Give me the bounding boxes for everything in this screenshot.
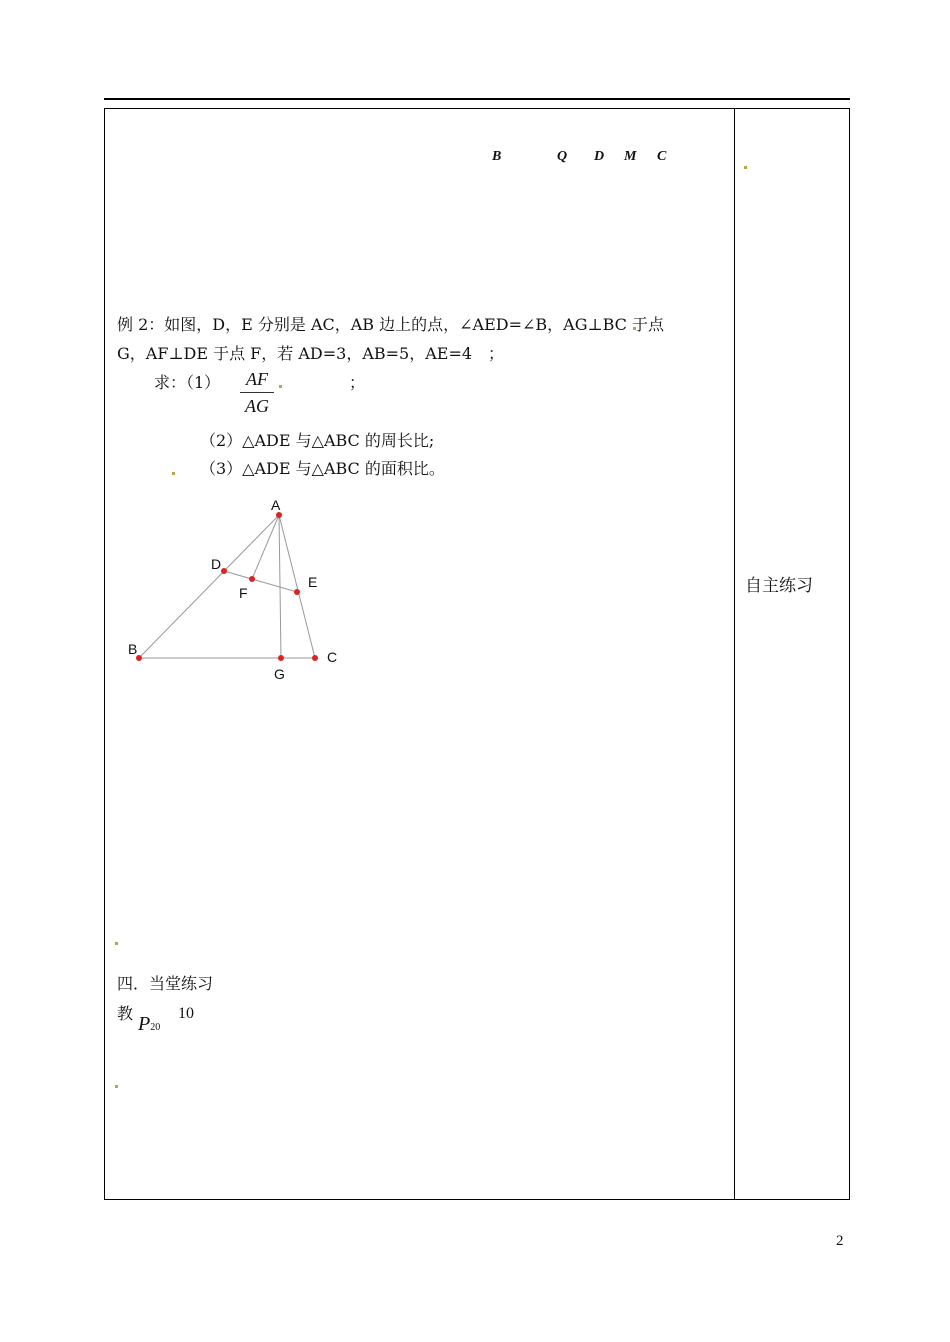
mark-dot — [279, 385, 282, 388]
label-g: G — [274, 666, 285, 682]
exercise-number: 10 — [178, 1005, 194, 1022]
label-d: D — [211, 556, 222, 572]
column-divider — [734, 109, 735, 1199]
label-e: E — [308, 574, 318, 590]
question2: （2）△ADE 与△ABC 的周长比; — [200, 431, 435, 450]
mark-dot — [115, 1085, 118, 1088]
mark-dot — [744, 166, 747, 169]
example2-line1: 例 2：如图，D，E 分别是 AC，AB 边上的点，∠AED=∠B，AG⊥BC 于点 — [117, 315, 664, 334]
question1-suffix: ； — [349, 373, 366, 392]
point-e — [294, 589, 300, 595]
page-number: 2 — [836, 1233, 844, 1249]
label-c: C — [327, 649, 338, 665]
textbook-page-ref — [138, 1013, 160, 1036]
textbook-prefix: 教 — [117, 1004, 134, 1023]
page-subscript: 20 — [150, 1022, 161, 1033]
label-a: A — [271, 497, 281, 513]
point-g — [278, 655, 284, 661]
fraction-af-ag — [240, 368, 274, 417]
side-label-self-practice: 自主练习 — [745, 576, 813, 596]
top-label-b: B — [492, 149, 502, 164]
section4-title: 四．当堂练习 — [117, 974, 214, 993]
top-label-d: D — [594, 149, 605, 164]
top-label-m: M — [624, 149, 637, 164]
header-rule — [104, 98, 850, 100]
example2-line2: G，AF⊥DE 于点 F，若 AD=3，AB=5，AE=4 ； — [117, 344, 505, 363]
page-variable: P — [138, 1013, 151, 1035]
label-b: B — [128, 641, 138, 657]
mark-dot — [115, 942, 118, 945]
top-label-q: Q — [557, 149, 568, 164]
point-f — [249, 576, 255, 582]
figure-lines — [139, 515, 318, 658]
fraction-denominator: AG — [245, 396, 269, 416]
segment-de — [224, 571, 297, 592]
segment-ab — [139, 515, 279, 658]
segment-af — [252, 515, 279, 579]
figure-points — [136, 512, 318, 661]
label-f: F — [239, 585, 248, 601]
question1-prefix: 求：（1） — [154, 373, 221, 392]
point-c — [312, 655, 318, 661]
top-label-c: C — [657, 149, 667, 164]
question3: （3）△ADE 与△ABC 的面积比。 — [200, 459, 445, 478]
mark-dot — [172, 472, 175, 475]
fraction-numerator: AF — [240, 368, 274, 393]
triangle-figure — [120, 490, 360, 690]
point-d — [221, 568, 227, 574]
